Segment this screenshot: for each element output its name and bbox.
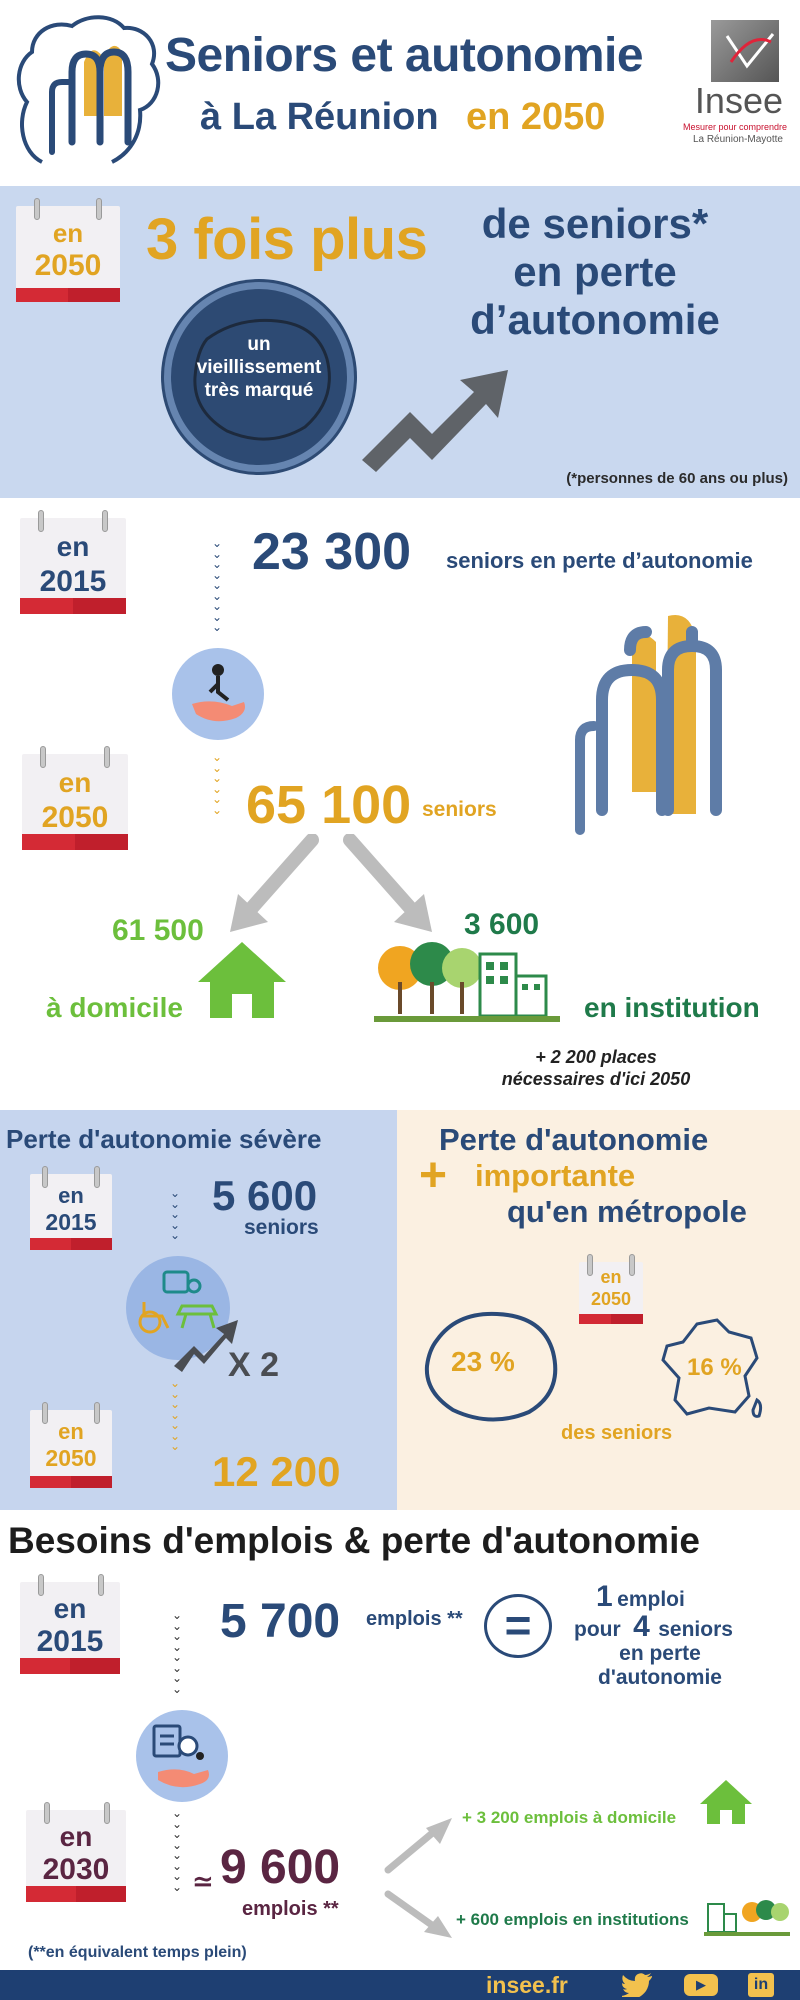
jobs-label-2015: emplois ** <box>366 1608 463 1630</box>
section-comparison <box>397 1110 800 1510</box>
calendar-year: 2050 <box>45 1445 97 1471</box>
france-percent: 16 % <box>687 1354 742 1381</box>
calendar-en: en <box>53 1593 87 1624</box>
severe-value-2015: 5 600 <box>212 1172 318 1219</box>
calendar-year: 2050 <box>41 801 109 834</box>
chevron-column-navy: ⌄ ⌄ ⌄ ⌄ ⌄ ⌄ ⌄ ⌄ ⌄ <box>211 536 223 634</box>
header-title-line1: Seniors et autonomie <box>165 29 644 82</box>
linkedin-icon[interactable] <box>748 1973 774 1997</box>
label-2050: seniors <box>422 798 497 821</box>
calendar-en: en <box>58 1183 84 1208</box>
seniors-couple-icon <box>12 12 162 172</box>
compare-title-line1: Perte d'autonomie <box>439 1122 709 1157</box>
headline-right-line3: d’autonomie <box>470 296 720 343</box>
ratio-one: 1 <box>596 1580 613 1613</box>
calendar-en: en <box>56 531 90 562</box>
jobs-circle <box>136 1710 228 1802</box>
inst-value: 3 600 <box>464 908 540 941</box>
calendar-2015 <box>30 1174 112 1250</box>
aging-circle-text <box>171 333 347 402</box>
jobs-title: Besoins d'emplois & perte d'autonomie <box>8 1520 700 1561</box>
calendar-2015 <box>20 1582 120 1674</box>
home-label: à domicile <box>46 992 183 1023</box>
helping-hand-icon <box>184 660 252 728</box>
compare-title-line3: qu'en métropole <box>507 1194 747 1229</box>
places-line1: + 2 200 places <box>535 1047 657 1067</box>
institution-trees-icon <box>704 1896 790 1938</box>
places-line2: nécessaires d'ici 2050 <box>501 1069 691 1089</box>
insee-logo <box>683 18 788 148</box>
calendar-en: en <box>600 1267 622 1287</box>
label-2015: seniors en perte d’autonomie <box>446 548 753 573</box>
calendar-2050 <box>30 1410 112 1488</box>
calendar-en: en <box>52 218 84 248</box>
split-arrows-icon <box>220 834 440 944</box>
trend-up-arrow-icon <box>356 364 516 474</box>
jobs-value-2030: 9 600 <box>220 1841 341 1894</box>
insee-logo-region: La Réunion-Mayotte <box>692 134 783 145</box>
equals-sign: = <box>504 1599 532 1651</box>
headline-three: 3 fois plus <box>146 207 428 272</box>
chevron-column-navy: ⌄ ⌄ ⌄ ⌄ ⌄ <box>169 1186 181 1242</box>
chevron-column-plum: ⌄ ⌄ ⌄ ⌄ ⌄ ⌄ ⌄ ⌄ <box>171 1806 183 1894</box>
linkedin-glyph: in <box>753 1976 769 1993</box>
elderly-couple-icon <box>572 610 738 850</box>
headline-right-line1: de seniors* <box>481 200 709 247</box>
ratio-emploi: emploi <box>617 1588 685 1611</box>
insee-logo-name: Insee <box>694 80 783 121</box>
header <box>0 0 800 186</box>
calendar-year: 2015 <box>39 565 107 598</box>
reunion-percent: 23 % <box>451 1346 515 1377</box>
ratio-line4: d'autonomie <box>598 1666 722 1689</box>
section-severe <box>0 1110 397 1510</box>
calendar-2050 <box>579 1262 643 1324</box>
plus-sign: + <box>419 1149 448 1202</box>
aging-circle <box>164 282 354 472</box>
footnote-seniors: (*personnes de 60 ans ou plus) <box>566 470 788 487</box>
value-2015: 23 300 <box>252 523 412 581</box>
aging-line1: un <box>247 334 271 355</box>
places-note <box>430 1046 762 1090</box>
chevron-column-navy: ⌄ ⌄ ⌄ ⌄ ⌄ ⌄ ⌄ ⌄ <box>171 1608 183 1696</box>
calendar-2015 <box>20 518 126 614</box>
house-icon <box>698 1778 754 1826</box>
chevron-column-orange: ⌄ ⌄ ⌄ ⌄ ⌄ ⌄ ⌄ <box>169 1376 181 1453</box>
twitter-icon[interactable] <box>622 1973 654 1997</box>
jobs-value-2015: 5 700 <box>220 1595 341 1648</box>
ratio-line3: en perte <box>619 1642 701 1665</box>
calendar-en: en <box>58 767 92 798</box>
severe-value-2050: 12 200 <box>212 1448 341 1495</box>
youtube-icon[interactable] <box>684 1974 718 1996</box>
calendar-year: 2015 <box>36 1625 104 1658</box>
youtube-play-icon: ▶ <box>696 1977 706 1992</box>
calendar-2050 <box>16 206 120 302</box>
ratio-pour: pour <box>574 1618 621 1641</box>
insee-logo-tagline: Mesurer pour comprendre <box>683 122 788 132</box>
jobs-split-arrows-icon <box>380 1810 460 1950</box>
des-seniors-label: des seniors <box>561 1422 673 1444</box>
calendar-year: 2015 <box>45 1209 97 1235</box>
multiplier: X 2 <box>228 1346 280 1384</box>
headline-right <box>432 200 758 344</box>
header-title-line2: à La Réunion <box>200 96 439 138</box>
job-care-icon <box>148 1720 218 1792</box>
equals-circle <box>484 1594 552 1658</box>
ratio-seniors: seniors <box>658 1618 733 1641</box>
jobs-domicile: + 3 200 emplois à domicile <box>462 1808 677 1827</box>
home-value: 61 500 <box>112 914 204 947</box>
calendar-2050 <box>22 754 128 850</box>
calendar-year: 2030 <box>42 1853 110 1886</box>
inst-label: en institution <box>584 992 760 1023</box>
headline-right-line2: en perte <box>513 248 677 295</box>
compare-title-line2: importante <box>475 1158 636 1193</box>
house-icon <box>194 938 290 1020</box>
calendar-year: 2050 <box>590 1289 632 1309</box>
section-triple <box>0 186 800 498</box>
section-jobs <box>0 1510 800 1970</box>
chevron-column-orange: ⌄ ⌄ ⌄ ⌄ ⌄ ⌄ <box>211 750 223 817</box>
jobs-institution: + 600 emplois en institutions <box>456 1910 689 1929</box>
section-counts <box>0 498 800 1110</box>
severe-title: Perte d'autonomie sévère <box>6 1124 322 1154</box>
calendar-en: en <box>59 1821 93 1852</box>
aging-line3: très marqué <box>204 380 314 401</box>
institution-trees-icon <box>374 938 560 1026</box>
jobs-label-2030: emplois ** <box>242 1898 339 1920</box>
approx-sign: ≃ <box>192 1866 214 1896</box>
calendar-year: 2050 <box>34 249 102 282</box>
jobs-footnote: (**en équivalent temps plein) <box>28 1944 247 1961</box>
footer-site-link[interactable]: insee.fr <box>486 1972 568 1998</box>
severe-label-2015: seniors <box>244 1216 319 1239</box>
footer <box>0 1970 800 2000</box>
care-hand-circle <box>172 648 264 740</box>
value-2050: 65 100 <box>246 775 412 835</box>
header-title-year: en 2050 <box>466 96 606 138</box>
ratio-four: 4 <box>633 1610 650 1643</box>
aging-line2: vieillissement <box>196 357 322 378</box>
calendar-2030 <box>26 1810 126 1902</box>
calendar-en: en <box>58 1419 84 1444</box>
